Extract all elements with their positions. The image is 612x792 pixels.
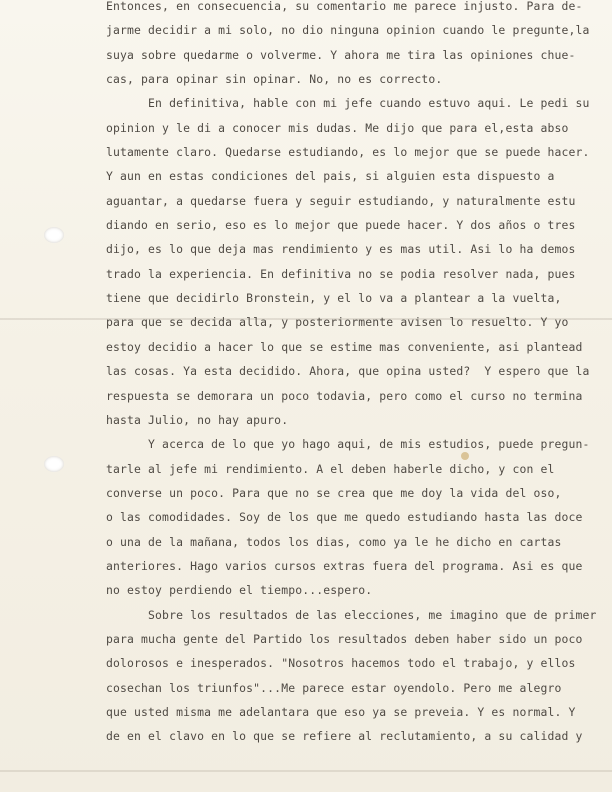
text-line: que usted misma me adelantara que eso ya se preveia. Y es normal. Y: [106, 704, 576, 719]
text-line: para mucha gente del Partido los resultados deben haber sido un poco: [106, 631, 583, 646]
text-line: cosechan los triunfos"...Me parece estar oyendolo. Pero me alegro: [106, 680, 562, 695]
text-line: de en el clavo en lo que se refiere al reclutamiento, a su calidad y: [106, 729, 583, 744]
text-line: diando en serio, eso es lo mejor que puede hacer. Y dos años o tres: [106, 218, 576, 233]
punch-hole-upper: [44, 227, 64, 243]
punch-hole-lower: [44, 456, 64, 472]
text-line: tarle al jefe mi rendimiento. A el deben haberle dicho, y con el: [106, 461, 555, 476]
text-line: estoy decidio a hacer lo que se estime mas conveniente, asi plantead: [106, 339, 583, 354]
text-line: o las comodidades. Soy de los que me quedo estudiando hasta las doce: [106, 510, 583, 525]
text-line: jarme decidir a mi solo, no dio ninguna opinion cuando le pregunte,la: [106, 23, 590, 38]
text-line: trado la experiencia. En definitiva no se podia resolver nada, pues: [106, 266, 576, 281]
paper-fold-bottom: [0, 770, 612, 772]
text-line: dijo, es lo que deja mas rendimiento y es mas util. Asi lo ha demos: [106, 242, 576, 257]
text-line: o una de la mañana, todos los dias, como ya le he dicho en cartas: [106, 534, 562, 549]
text-line: opinion y le di a conocer mis dudas. Me dijo que para el,esta abso: [106, 120, 569, 135]
text-line: Sobre los resultados de las elecciones, me imagino que de primer: [106, 607, 597, 622]
text-line: converse un poco. Para que no se crea que me doy la vida del oso,: [106, 485, 562, 500]
text-line: Y acerca de lo que yo hago aqui, de mis estudios, puede pregun-: [106, 437, 590, 452]
text-line: En definitiva, hable con mi jefe cuando estuvo aqui. Le pedi su: [106, 96, 590, 111]
text-line: dolorosos e inesperados. "Nosotros hacemos todo el trabajo, y ellos: [106, 656, 576, 671]
text-line: aguantar, a quedarse fuera y seguir estudiando, y naturalmente estu: [106, 193, 576, 208]
text-line: Entonces, en consecuencia, su comentario me parece injusto. Para de-: [106, 0, 583, 13]
text-line: cas, para opinar sin opinar. No, no es correcto.: [106, 72, 443, 87]
text-line: respuesta se demorara un poco todavia, pero como el curso no termina: [106, 388, 583, 403]
text-line: tiene que decidirlo Bronstein, y el lo va a plantear a la vuelta,: [106, 291, 562, 306]
text-line: Y aun en estas condiciones del pais, si alguien esta dispuesto a: [106, 169, 555, 184]
text-line: anteriores. Hago varios cursos extras fuera del programa. Asi es que: [106, 558, 583, 573]
text-line: para que se decida alla, y posteriormente avisen lo resuelto. Y yo: [106, 315, 569, 330]
text-line: suya sobre quedarme o volverme. Y ahora me tira las opiniones chue-: [106, 47, 576, 62]
text-line: las cosas. Ya esta decidido. Ahora, que opina usted? Y espero que la: [106, 364, 590, 379]
text-line: no estoy perdiendo el tiempo...espero.: [106, 583, 373, 598]
letter-body: [106, 0, 612, 749]
text-line: lutamente claro. Quedarse estudiando, es lo mejor que se puede hacer.: [106, 145, 590, 160]
text-line: hasta Julio, no hay apuro.: [106, 412, 289, 427]
